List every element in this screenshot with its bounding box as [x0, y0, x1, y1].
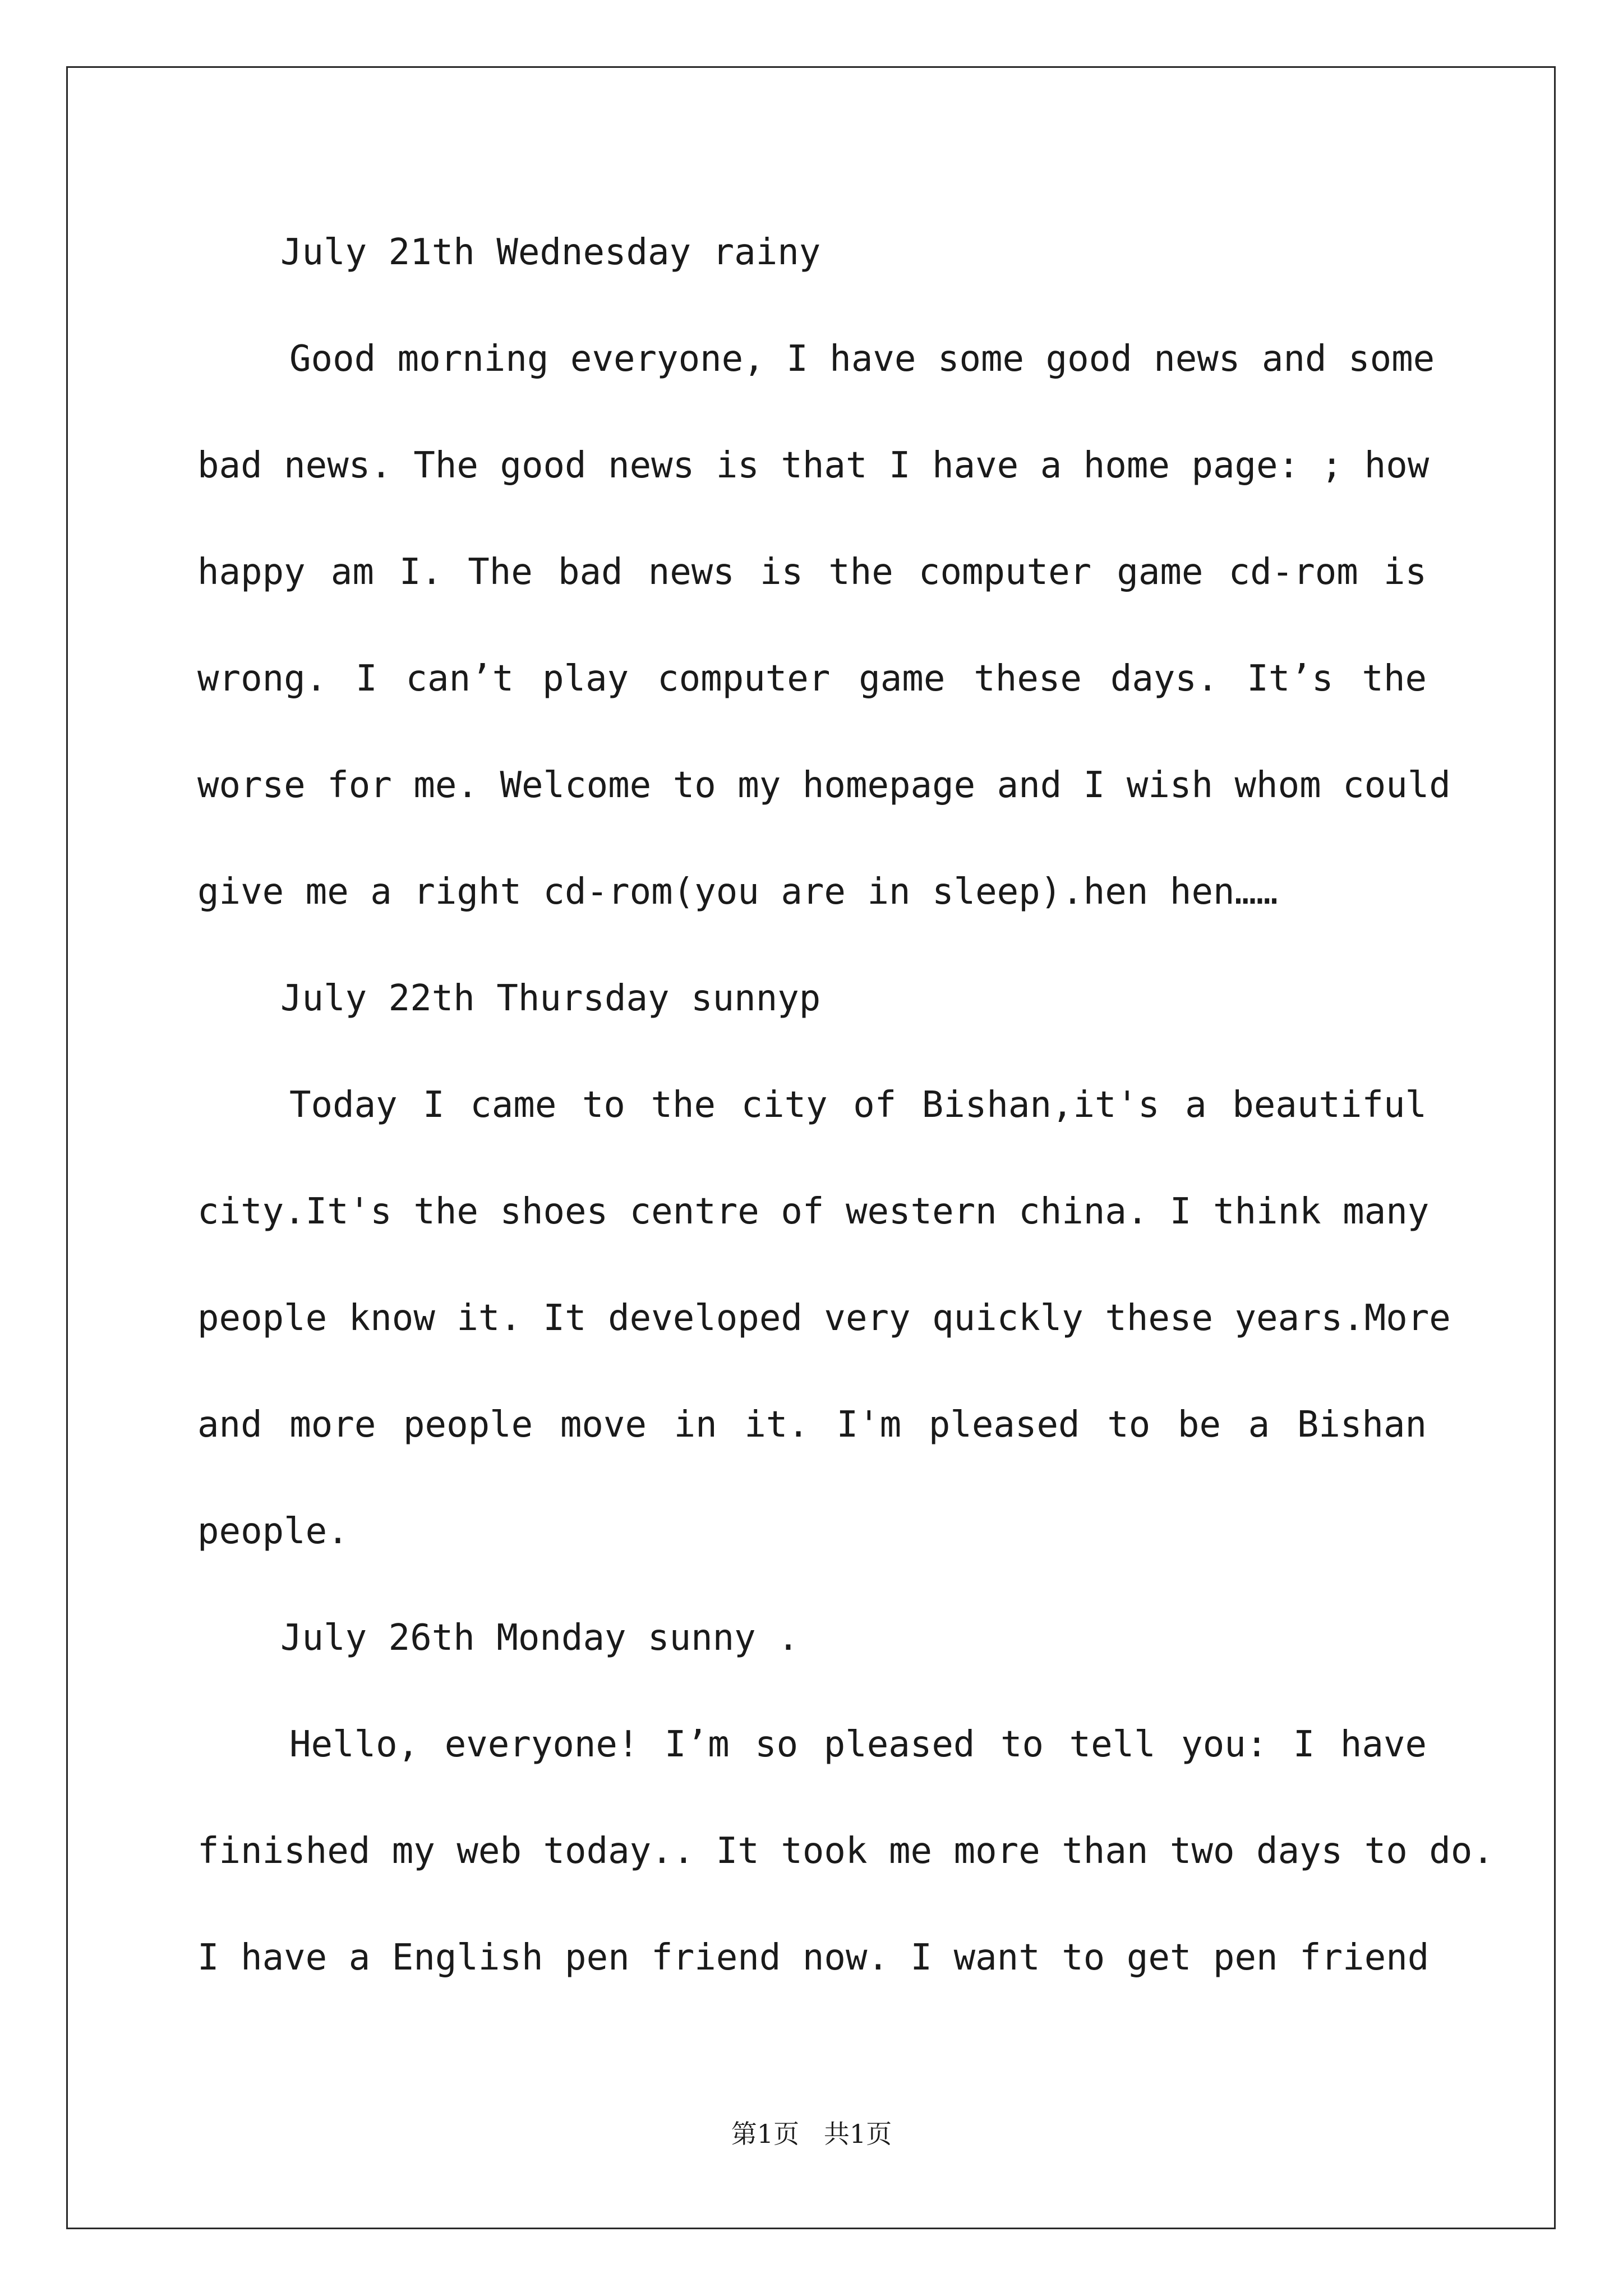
text-line: I have a English pen friend now. I want to get pen friend [197, 1937, 1430, 1978]
text-line: Hello, everyone! I’m so pleased to tell you: I have [289, 1724, 1427, 1765]
page-footer: 第1页 共1页 [731, 2119, 892, 2149]
text-line: Good morning everyone, I have some good news and some [289, 338, 1435, 380]
text-line: worse for me. Welcome to my homepage and I wish whom could [197, 765, 1451, 806]
text-line: finished my web today.. It took me more than two days to do. [197, 1830, 1494, 1872]
text-line: Today I came to the city of Bishan,it's a beautiful [289, 1084, 1427, 1126]
document-body [197, 211, 1494, 2023]
entry-heading: July 21th Wednesday rainy [280, 232, 821, 273]
text-line: people. [197, 1511, 349, 1552]
text-line: happy am I. The bad news is the computer game cd-rom is [197, 551, 1427, 593]
text-line: wrong. I can’t play computer game these days. It’s the [197, 658, 1427, 700]
text-line: give me a right cd-rom(you are in sleep).hen hen…… [197, 871, 1278, 913]
text-line: and more people move in it. I'm pleased to be a Bishan [197, 1404, 1427, 1446]
text-line: bad news. The good news is that I have a home page: ; how [197, 445, 1430, 486]
text-line: city.It's the shoes centre of western china. I think many [197, 1191, 1430, 1232]
text-line: people know it. It developed very quickly these years.More [197, 1297, 1451, 1339]
entry-heading: July 22th Thursday sunnyp [280, 978, 821, 1019]
entry-heading: July 26th Monday sunny . [280, 1617, 799, 1659]
